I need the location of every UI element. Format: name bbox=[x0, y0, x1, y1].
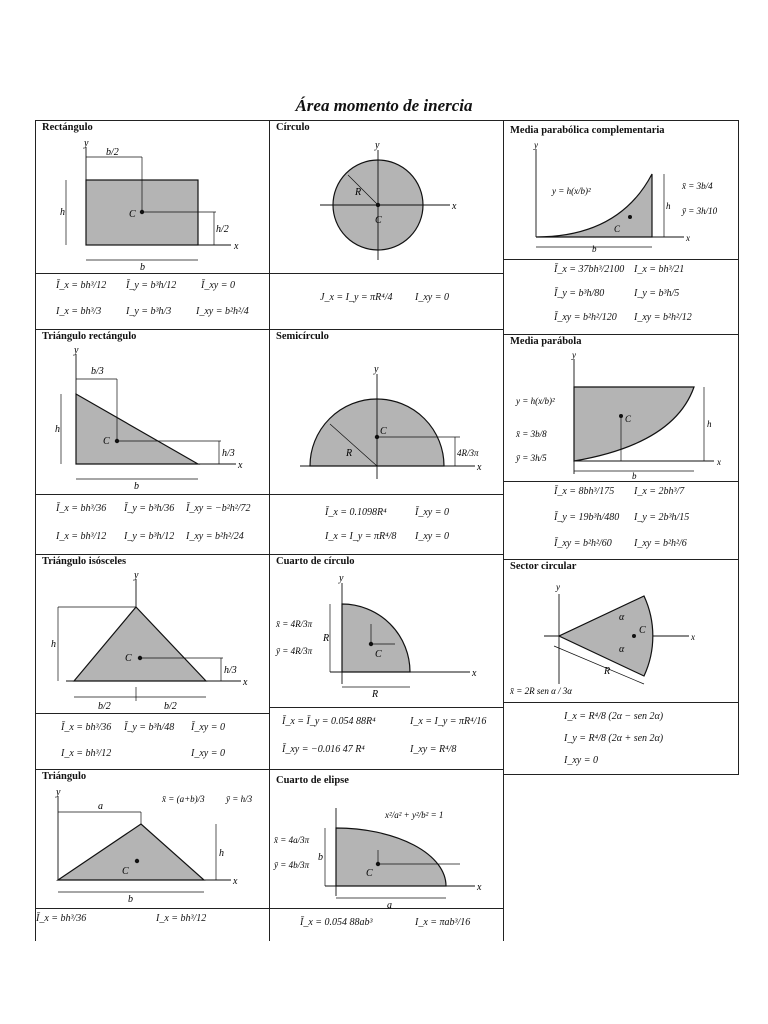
centroid-label: C bbox=[122, 866, 129, 877]
dim-b2-right: b/2 bbox=[164, 701, 177, 712]
cell-title: Semicírculo bbox=[276, 331, 329, 342]
centroid-xbar: x̄ = 2R sen α / 3α bbox=[510, 686, 573, 696]
dim-b: b bbox=[134, 481, 139, 492]
dim-h: h bbox=[666, 201, 671, 211]
dim-h3: h/3 bbox=[224, 665, 237, 676]
cell-sector-circular bbox=[503, 559, 739, 775]
formula: I_x = R⁴/8 (2α − sen 2α) bbox=[564, 711, 664, 722]
cell-title: Triángulo rectángulo bbox=[42, 331, 137, 342]
formula: I_xy = 0 bbox=[191, 748, 225, 759]
cell-title: Sector circular bbox=[510, 561, 577, 572]
figure-parabolic-spandrel bbox=[504, 139, 740, 259]
dim-h: h bbox=[51, 639, 56, 650]
centroid-distance: 4R/3π bbox=[457, 448, 479, 458]
formula: I_x = bh³/21 bbox=[634, 264, 685, 275]
centroid-label: C bbox=[125, 653, 132, 664]
formula: Ī_y = b³h/80 bbox=[554, 288, 605, 299]
dim-h: h bbox=[219, 848, 224, 859]
dim-b: b bbox=[632, 471, 637, 479]
dim-b: b bbox=[592, 244, 597, 254]
formula: Ī_xy = −0.016 47 R⁴ bbox=[282, 744, 365, 755]
cell-title: Media parábola bbox=[510, 336, 582, 347]
formula: I_x = πab³/16 bbox=[415, 917, 471, 928]
formula: I_xy = b²h²/4 bbox=[196, 306, 249, 317]
x-axis-label: x bbox=[243, 677, 248, 688]
cell-triangulo-isosceles bbox=[35, 554, 270, 770]
formula: Ī_y = b³h/48 bbox=[124, 722, 175, 733]
formula: Ī_x = bh³/12 bbox=[56, 280, 107, 291]
radius-label-horizontal: R bbox=[372, 689, 379, 700]
centroid-ybar: ȳ = h/3 bbox=[226, 794, 253, 804]
formulas bbox=[36, 494, 269, 556]
centroid-label: C bbox=[625, 414, 632, 424]
cell-triangulo bbox=[35, 769, 270, 941]
formula: Ī_x = 0.054 88ab³ bbox=[300, 917, 373, 928]
centroid-label: C bbox=[129, 209, 136, 220]
y-axis-label: y bbox=[74, 345, 79, 356]
figure-semicircle bbox=[270, 344, 505, 494]
y-axis-label: y bbox=[339, 573, 344, 584]
centroid-xbar: x̄ = 4R/3π bbox=[276, 619, 313, 629]
cell-cuarto-de-elipse bbox=[269, 769, 504, 941]
centroid-xbar: x̄ = 4a/3π bbox=[274, 835, 310, 845]
formula: I_xy = 0 bbox=[564, 755, 598, 766]
formulas bbox=[504, 481, 738, 561]
dim-a: a bbox=[98, 801, 103, 812]
x-axis-label: x bbox=[686, 233, 690, 243]
cell-rectangulo bbox=[35, 120, 270, 330]
dim-h2: h/2 bbox=[216, 224, 229, 235]
cell-semicirculo bbox=[269, 329, 504, 555]
dim-b2: b/2 bbox=[106, 147, 119, 158]
formulas bbox=[36, 713, 269, 771]
cell-media-parabola bbox=[503, 334, 739, 560]
formulas bbox=[270, 908, 503, 942]
centroid-label: C bbox=[639, 625, 646, 636]
figure-quarter-circle bbox=[270, 569, 505, 709]
formula: Ī_x = bh³/36 bbox=[61, 722, 112, 733]
cell-title: Cuarto de círculo bbox=[276, 556, 355, 567]
x-axis-label: x bbox=[452, 201, 457, 212]
y-axis-label: y bbox=[572, 350, 576, 360]
formulas bbox=[270, 707, 503, 771]
cell-cuarto-de-circulo bbox=[269, 554, 504, 770]
formula: I_xy = b²h²/6 bbox=[634, 538, 687, 549]
figure-isosceles-triangle bbox=[36, 569, 271, 714]
formula: I_x = 2bh³/7 bbox=[634, 486, 685, 497]
x-axis-label: x bbox=[691, 632, 695, 642]
formula: I_x = bh³/12 bbox=[156, 913, 207, 924]
formula: Ī_xy = 0 bbox=[201, 280, 235, 291]
formula: I_xy = b²h²/12 bbox=[634, 312, 692, 323]
cell-triangulo-rectangulo bbox=[35, 329, 270, 555]
radius-label: R bbox=[604, 666, 611, 677]
formula: Ī_xy = 0 bbox=[191, 722, 225, 733]
formula: I_y = b³h/5 bbox=[634, 288, 680, 299]
cell-media-parabolica-complementaria bbox=[503, 120, 739, 335]
formula: Ī_x = 37bh³/2100 bbox=[554, 264, 625, 275]
x-axis-label: x bbox=[233, 876, 238, 887]
figure-half-parabola bbox=[504, 349, 740, 479]
formula: Ī_y = 19b³h/480 bbox=[554, 512, 620, 523]
centroid-label: C bbox=[375, 215, 382, 226]
y-axis-label: y bbox=[374, 364, 379, 375]
figure-rectangle bbox=[36, 135, 271, 275]
formula: Ī_x = bh³/36 bbox=[36, 913, 87, 924]
angle-alpha-top: α bbox=[619, 612, 625, 623]
formula: I_y = 2b³h/15 bbox=[634, 512, 690, 523]
angle-alpha-bottom: α bbox=[619, 644, 625, 655]
dim-h: h bbox=[707, 419, 712, 429]
formula: I_xy = 0 bbox=[415, 531, 449, 542]
cell-title: Media parabólica complementaria bbox=[510, 125, 665, 136]
formula: I_xy = R⁴/8 bbox=[410, 744, 457, 755]
centroid-label: C bbox=[380, 426, 387, 437]
page-title: Área momento de inercia bbox=[295, 96, 473, 115]
y-axis-label: y bbox=[134, 570, 139, 581]
formula: J_x = I_y = πR⁴/4 bbox=[320, 292, 393, 303]
formula: Ī_xy = −b²h²/72 bbox=[186, 503, 251, 514]
x-axis-label: x bbox=[717, 457, 721, 467]
formula: I_xy = 0 bbox=[415, 292, 449, 303]
cell-title: Triángulo bbox=[42, 771, 87, 782]
y-axis-label: y bbox=[375, 140, 380, 151]
centroid-xbar: x̄ = 3b/4 bbox=[682, 181, 713, 191]
y-axis-label: y bbox=[84, 138, 89, 149]
y-axis-label: y bbox=[534, 140, 538, 150]
centroid-ybar: ȳ = 3h/5 bbox=[516, 453, 547, 463]
centroid-label: C bbox=[614, 224, 621, 234]
y-axis-label: y bbox=[556, 582, 560, 592]
x-axis-label: x bbox=[234, 241, 239, 252]
formula: Ī_x = bh³/36 bbox=[56, 503, 107, 514]
formula: Ī_x = 0.1098R⁴ bbox=[325, 507, 387, 518]
dim-a: a bbox=[387, 900, 392, 910]
formula: I_x = bh³/3 bbox=[56, 306, 102, 317]
formula: Ī_x = Ī_y = 0.054 88R⁴ bbox=[282, 716, 376, 727]
formula: I_x = bh³/12 bbox=[56, 531, 107, 542]
dim-h: h bbox=[55, 424, 60, 435]
centroid-label: C bbox=[366, 868, 373, 879]
formulas bbox=[36, 908, 269, 942]
centroid-label: C bbox=[375, 649, 382, 660]
dim-b: b bbox=[128, 894, 133, 905]
formula: Ī_y = b³h/12 bbox=[126, 280, 177, 291]
figure-quarter-ellipse bbox=[270, 788, 505, 910]
formula: Ī_xy = b²h²/120 bbox=[554, 312, 617, 323]
x-axis-label: x bbox=[238, 460, 243, 471]
centroid-xbar: x̄ = (a+b)/3 bbox=[162, 794, 205, 804]
centroid-ybar: ȳ = 4b/3π bbox=[274, 860, 310, 870]
dim-b: b bbox=[140, 262, 145, 273]
formulas bbox=[36, 273, 269, 331]
radius-label: R bbox=[346, 448, 353, 459]
x-axis-label: x bbox=[477, 882, 482, 893]
curve-equation: x²/a² + y²/b² = 1 bbox=[385, 810, 444, 820]
formulas bbox=[504, 702, 738, 776]
centroid-ybar: ȳ = 3h/10 bbox=[682, 206, 718, 216]
formula: I_x = I_y = πR⁴/16 bbox=[410, 716, 487, 727]
centroid-label: C bbox=[103, 436, 110, 447]
dim-b3: b/3 bbox=[91, 366, 104, 377]
dim-h3: h/3 bbox=[222, 448, 235, 459]
formula: I_x = I_y = πR⁴/8 bbox=[325, 531, 397, 542]
figure-triangle bbox=[36, 784, 271, 909]
formulas bbox=[504, 259, 738, 336]
figure-circular-sector bbox=[504, 574, 740, 714]
cell-title: Círculo bbox=[276, 122, 310, 133]
cell-title: Rectángulo bbox=[42, 122, 93, 133]
formulas bbox=[270, 273, 503, 331]
y-axis-label: y bbox=[56, 787, 61, 798]
cell-title: Cuarto de elipse bbox=[276, 775, 349, 786]
formula: I_x = bh³/12 bbox=[61, 748, 112, 759]
centroid-xbar: x̄ = 3b/8 bbox=[516, 429, 547, 439]
dim-b2-left: b/2 bbox=[98, 701, 111, 712]
dim-h: h bbox=[60, 207, 65, 218]
radius-label: R bbox=[355, 187, 362, 198]
formula: Ī_x = 8bh³/175 bbox=[554, 486, 615, 497]
curve-equation: y = h(x/b)² bbox=[552, 186, 591, 196]
formula: Ī_xy = 0 bbox=[415, 507, 449, 518]
curve-equation: y = h(x/b)² bbox=[516, 396, 555, 406]
x-axis-label: x bbox=[477, 462, 482, 473]
centroid-ybar: ȳ = 4R/3π bbox=[276, 646, 313, 656]
figure-right-triangle bbox=[36, 344, 271, 494]
dim-b: b bbox=[318, 852, 323, 863]
formulas bbox=[270, 494, 503, 556]
formula: I_y = b³h/3 bbox=[126, 306, 172, 317]
radius-label-vertical: R bbox=[323, 633, 330, 644]
formula: I_y = R⁴/8 (2α + sen 2α) bbox=[564, 733, 664, 744]
cell-circulo bbox=[269, 120, 504, 330]
cell-title: Triángulo isósceles bbox=[42, 556, 127, 567]
formula: Ī_xy = b²h²/60 bbox=[554, 538, 612, 549]
formula: I_y = b³h/12 bbox=[124, 531, 175, 542]
formula: Ī_y = b³h/36 bbox=[124, 503, 175, 514]
figure-circle bbox=[270, 135, 505, 275]
formula: I_xy = b²h²/24 bbox=[186, 531, 244, 542]
x-axis-label: x bbox=[472, 668, 477, 679]
